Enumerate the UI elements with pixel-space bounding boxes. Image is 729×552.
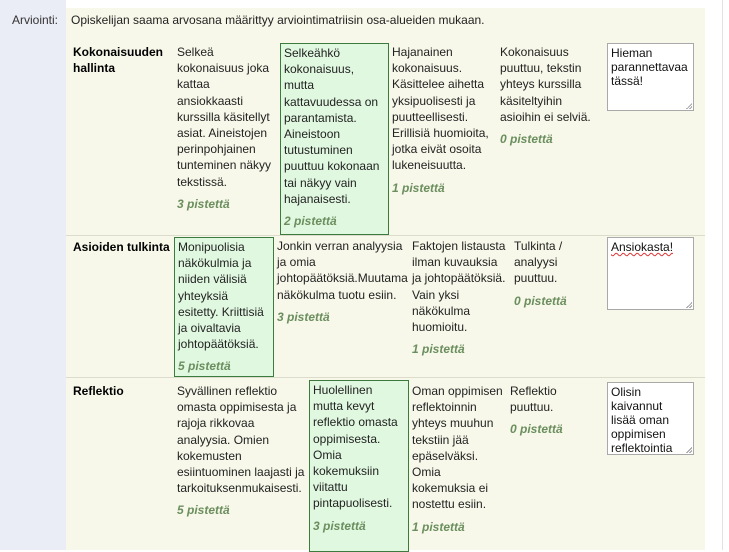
level-points: 1 pistettä (412, 342, 465, 357)
resize-handle-icon[interactable] (686, 302, 692, 308)
rubric-level-cell[interactable] (497, 43, 603, 235)
rubric-level-cell[interactable] (409, 237, 509, 377)
level-points: 0 pistettä (500, 132, 553, 147)
rubric-level-cell-selected[interactable] (309, 380, 409, 552)
rubric-level-cell[interactable] (174, 43, 280, 235)
level-points: 0 pistettä (510, 422, 563, 437)
row-divider (66, 377, 705, 378)
level-points: 5 pistettä (177, 503, 230, 518)
level-points: 3 pistettä (313, 518, 366, 533)
form-label-column (0, 0, 66, 550)
criterion-name: Kokonaisuuden hallinta (73, 45, 164, 75)
level-points: 3 pistettä (277, 309, 330, 324)
rubric-level-cell[interactable] (507, 382, 603, 550)
level-description: Tulkinta / analyysi puuttuu. (514, 239, 563, 286)
comment-text: Ansiokasta! (611, 240, 674, 254)
level-description: Hajanainen kokonaisuus. Käsittelee aihetta yksipuolisesti ja puutteellisesti. Erillisiä huomioita, jotka eivät osoita lukeneisuutta. (392, 45, 489, 173)
level-description: Kokonaisuus puuttuu, tekstin yhteys kurssilla käsiteltyihin asioihin ei selviä. (500, 45, 591, 124)
level-description: Huolellinen mutta kevyt reflektio omasta oppimisesta. Omia kokemuksiin viitattu pintapuolisesti. (313, 383, 398, 511)
level-description: Syvällinen reflektio omasta oppimisesta ja rajoja rikkovaa analyysia. Omien kokemusten esiintuominen laajasti ja tarkoituksenmukaisesti. (177, 384, 305, 496)
level-points: 1 pistettä (412, 519, 465, 534)
right-divider (722, 0, 723, 550)
level-description: Oman oppimisen reflektoinnin yhteys muuhun tekstiin jää epäselväksi. Omia kokemuksia ei nostettu esiin. (412, 384, 503, 512)
level-points: 2 pistettä (284, 214, 337, 229)
level-description: Monipuolisia näkökulmia ja niiden välisiä yhteyksiä esitetty. Kriittisiä ja oivaltavia johtopäätöksiä. (178, 240, 264, 352)
comment-text: Hieman parannettavaa tässä! (611, 46, 688, 88)
rubric-level-cell[interactable] (511, 237, 603, 377)
rubric-intro: Opiskelijan saama arvosana määrittyy arviointimatriisin osa-alueiden mukaan. (71, 13, 485, 27)
resize-handle-icon[interactable] (686, 447, 692, 453)
field-label: Arviointi: (12, 13, 59, 27)
rubric-level-cell[interactable] (174, 382, 309, 550)
level-description: Selkeähkö kokonaisuus, mutta kattavuudessa on parantamista. Aineistoon tutustuminen puuttuu kokonaan tai näkyy vain hajanaisesti. (284, 46, 380, 206)
resize-handle-icon[interactable] (686, 103, 692, 109)
comment-textarea[interactable] (607, 237, 694, 310)
level-points: 0 pistettä (514, 293, 567, 308)
level-description: Jonkin verran analyysia ja omia johtopäätöksiä.Muutama näkökulma tuotu esiin. (277, 239, 408, 302)
level-description: Selkeä kokonaisuus joka kattaa ansiokkaasti kurssilla käsitellyt asiat. Aineistojen perinpohjainen tunteminen näkyy tekstissä. (177, 45, 272, 189)
comment-textarea[interactable] (607, 43, 694, 111)
row-divider (66, 235, 705, 236)
comment-text: Olisin kaivannut lisää oman oppimisen reflektointia (611, 385, 673, 455)
rubric-level-cell-selected[interactable] (174, 237, 274, 377)
level-points: 5 pistettä (178, 359, 231, 374)
level-description: Reflektio puuttuu. (510, 384, 557, 415)
criterion-name: Asioiden tulkinta (73, 240, 170, 254)
level-points: 3 pistettä (177, 196, 230, 211)
level-description: Faktojen listausta ilman kuvauksia ja johtopäätöksiä. Vain yksi näkökulma huomioitu. (412, 239, 506, 335)
rubric-level-cell-selected[interactable] (280, 43, 389, 235)
comment-textarea[interactable] (607, 382, 694, 455)
rubric-level-cell[interactable] (409, 382, 509, 550)
rubric-level-cell[interactable] (274, 237, 409, 377)
rubric-level-cell[interactable] (389, 43, 497, 235)
level-points: 1 pistettä (392, 180, 445, 195)
criterion-name: Reflektio (73, 384, 124, 398)
